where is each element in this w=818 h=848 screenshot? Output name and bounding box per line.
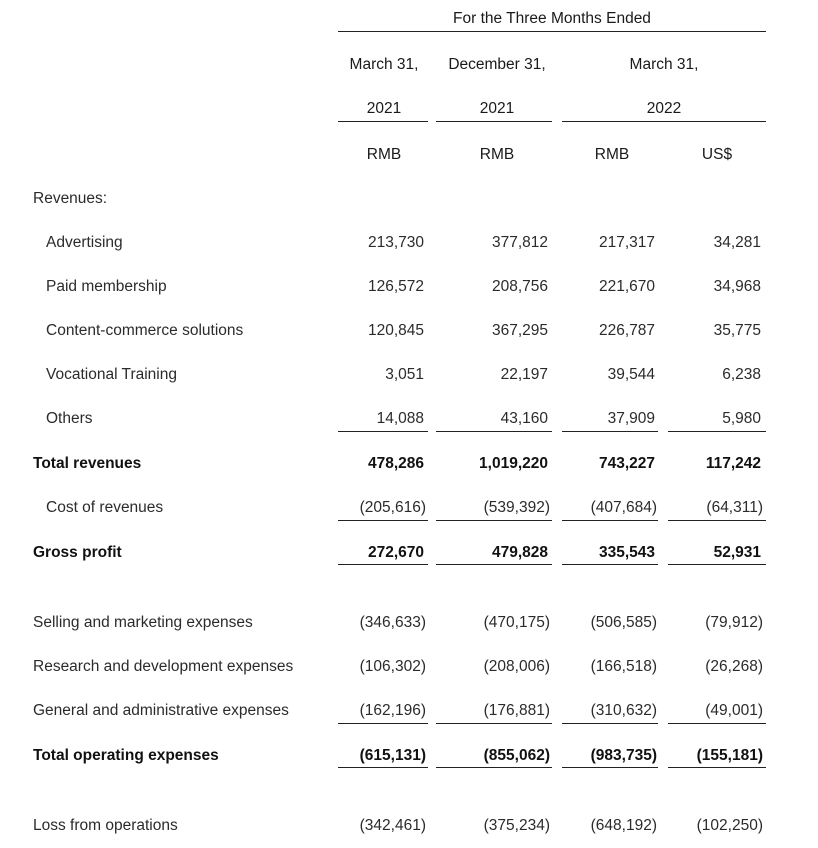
row-label-advertising: Advertising [46, 234, 123, 251]
row-label-total-revenues: Total revenues [33, 455, 142, 472]
year-rule-1 [338, 121, 428, 122]
cell: 34,281 [713, 234, 761, 251]
cell: (615,131) [359, 747, 426, 764]
col1-currency: RMB [366, 146, 402, 163]
cell: (64,311) [706, 499, 763, 516]
subtotal-rule [562, 723, 658, 724]
cell: 37,909 [607, 410, 655, 427]
col1-year: 2021 [366, 100, 402, 117]
cell: 34,968 [713, 278, 761, 295]
cell: 226,787 [598, 322, 655, 339]
col3-currency: RMB [594, 146, 630, 163]
col3-date: March 31, [629, 56, 699, 73]
cell: (346,633) [359, 614, 426, 631]
cell: 367,295 [491, 322, 548, 339]
cell: 335,543 [598, 544, 655, 561]
cell: 479,828 [491, 544, 548, 561]
row-label-cost-of-revenues: Cost of revenues [46, 499, 164, 516]
total-rule [338, 767, 428, 768]
cell: 35,775 [713, 322, 761, 339]
cell: (983,735) [590, 747, 657, 764]
subtotal-rule [338, 520, 428, 521]
cell: (155,181) [696, 747, 763, 764]
cell: (162,196) [359, 702, 426, 719]
cell: 120,845 [367, 322, 424, 339]
cell: 117,242 [705, 455, 761, 472]
subtotal-rule [436, 723, 552, 724]
cell: (342,461) [359, 817, 426, 834]
cell: 213,730 [367, 234, 424, 251]
subtotal-rule [668, 723, 766, 724]
cell: (855,062) [483, 747, 550, 764]
cell: (506,585) [590, 614, 657, 631]
cell: 743,227 [598, 455, 655, 472]
cell: (49,001) [705, 702, 763, 719]
total-rule [436, 564, 552, 565]
cell: 52,931 [713, 544, 761, 561]
total-rule [562, 767, 658, 768]
cell: 208,756 [491, 278, 548, 295]
cell: (106,302) [359, 658, 426, 675]
cell: (205,616) [359, 499, 426, 516]
year-rule-2 [436, 121, 552, 122]
cell: 221,670 [598, 278, 655, 295]
cell: (102,250) [696, 817, 763, 834]
subtotal-rule [436, 520, 552, 521]
col3-year: 2022 [646, 100, 682, 117]
total-rule [668, 767, 766, 768]
total-rule [436, 767, 552, 768]
year-rule-3 [562, 121, 766, 122]
total-rule [668, 564, 766, 565]
row-label-vocational-training: Vocational Training [46, 366, 177, 383]
cell: 3,051 [385, 366, 424, 383]
cell: (166,518) [590, 658, 657, 675]
col2-currency: RMB [479, 146, 515, 163]
col4-currency: US$ [701, 146, 733, 163]
cell: (470,175) [483, 614, 550, 631]
row-label-total-operating-expenses: Total operating expenses [33, 747, 219, 764]
subtotal-rule [338, 431, 428, 432]
cell: 14,088 [376, 410, 424, 427]
row-label-revenues: Revenues: [33, 190, 108, 207]
header-rule [338, 31, 766, 32]
cell: 217,317 [598, 234, 655, 251]
cell: 6,238 [722, 366, 761, 383]
period-title: For the Three Months Ended [453, 10, 651, 27]
total-rule [562, 564, 658, 565]
cell: (375,234) [483, 817, 550, 834]
cell: 272,670 [367, 544, 424, 561]
cell: 39,544 [607, 366, 655, 383]
cell: (407,684) [590, 499, 657, 516]
row-label-others: Others [46, 410, 93, 427]
subtotal-rule [562, 431, 658, 432]
cell: (176,881) [483, 702, 550, 719]
cell: (539,392) [483, 499, 550, 516]
cell: 1,019,220 [479, 455, 548, 472]
row-label-content-commerce: Content-commerce solutions [46, 322, 244, 339]
cell: 478,286 [367, 455, 424, 472]
row-label-gross-profit: Gross profit [33, 544, 122, 561]
cell: (648,192) [590, 817, 657, 834]
row-label-loss-from-operations: Loss from operations [33, 817, 178, 834]
cell: 377,812 [491, 234, 548, 251]
cell: (310,632) [590, 702, 657, 719]
row-label-research-development: Research and development expenses [33, 658, 294, 675]
cell: (26,268) [705, 658, 763, 675]
total-rule [338, 564, 428, 565]
subtotal-rule [436, 431, 552, 432]
cell: (208,006) [483, 658, 550, 675]
subtotal-rule [668, 520, 766, 521]
cell: 126,572 [367, 278, 424, 295]
subtotal-rule [668, 431, 766, 432]
col2-year: 2021 [479, 100, 515, 117]
subtotal-rule [562, 520, 658, 521]
cell: 5,980 [722, 410, 761, 427]
cell: (79,912) [705, 614, 763, 631]
row-label-paid-membership: Paid membership [46, 278, 167, 295]
subtotal-rule [338, 723, 428, 724]
col1-date: March 31, [349, 56, 419, 73]
cell: 22,197 [500, 366, 548, 383]
row-label-selling-marketing: Selling and marketing expenses [33, 614, 253, 631]
col2-date: December 31, [448, 56, 546, 73]
row-label-general-administrative: General and administrative expenses [33, 702, 289, 719]
cell: 43,160 [500, 410, 548, 427]
